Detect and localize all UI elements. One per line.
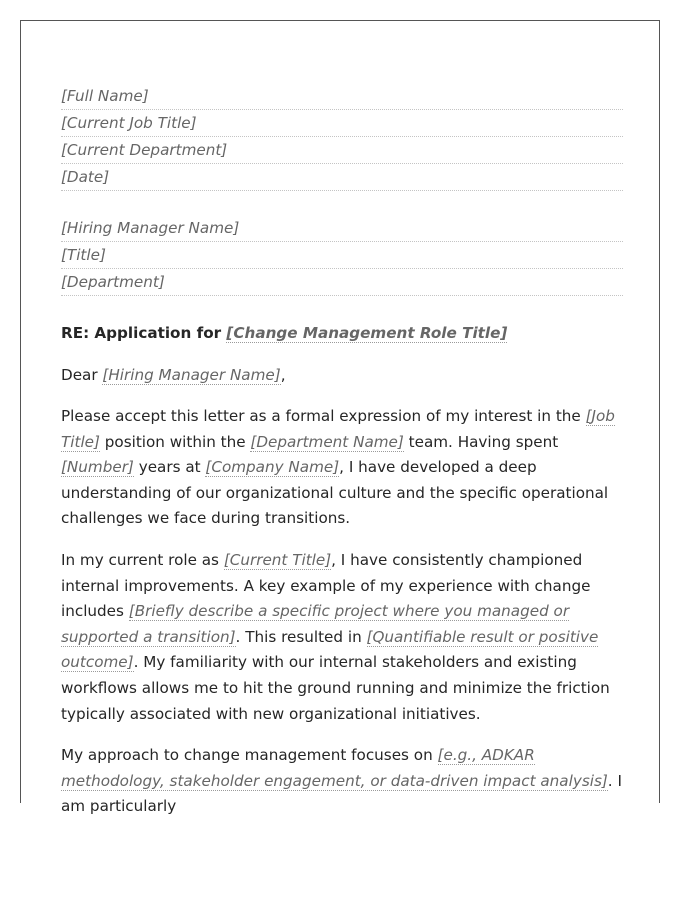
paragraph-text: , I have developed a deep understanding of our organizational culture and the specific operational challenges we face during transitions. [61, 458, 609, 528]
company-name-placeholder[interactable]: [Company Name] [205, 458, 340, 477]
paragraph-text: . My familiarity with our internal stakeholders and existing workflows allows me to hit the ground running and minimize the friction typically associated with new organizational initiatives. [61, 653, 610, 723]
recipient-block [61, 215, 623, 296]
paragraph-text: team. Having spent [403, 432, 559, 451]
department-name-placeholder[interactable]: [Department Name] [250, 432, 404, 451]
current-title-placeholder[interactable]: [Current Title] [223, 550, 332, 569]
paragraph-text: . I am particularly [61, 771, 622, 816]
paragraph-experience [61, 548, 623, 727]
salutation [61, 362, 623, 388]
recipient-title-field[interactable]: [Title] [61, 242, 623, 269]
paragraph-text: In my current role as [61, 550, 224, 569]
project-description-placeholder[interactable]: [Briefly describe a specific project where you managed or supported a transition] [61, 602, 570, 646]
salutation-name-placeholder[interactable]: [Hiring Manager Name] [102, 366, 281, 384]
paragraph-text: . This resulted in [235, 627, 367, 646]
hiring-manager-name-field[interactable]: [Hiring Manager Name] [61, 215, 623, 242]
paragraph-text: Please accept this letter as a formal expression of my interest in the [61, 407, 586, 425]
paragraph-text: years at [133, 458, 206, 477]
quantifiable-result-placeholder[interactable]: [Quantifiable result or positive outcome] [61, 627, 599, 672]
methodology-placeholder[interactable]: [e.g., ADKAR methodology, stakeholder engagement, or data-driven impact analysis] [61, 746, 608, 790]
subject-line [61, 320, 623, 346]
department-field[interactable]: [Current Department] [61, 137, 623, 164]
recipient-department-field[interactable]: [Department] [61, 269, 623, 296]
paragraph-text: , I have consistently championed internal improvements. A key example of my experience with change includes [61, 550, 591, 621]
job-title-placeholder[interactable]: [Job Title] [61, 407, 615, 451]
sender-block [61, 83, 623, 191]
full-name-field[interactable]: [Full Name] [61, 83, 623, 110]
date-field[interactable]: [Date] [61, 164, 623, 191]
letter-body [61, 83, 623, 820]
paragraph-text: position within the [99, 432, 251, 451]
document-page [20, 20, 660, 816]
subject-prefix: RE: Application for [61, 324, 227, 342]
number-placeholder[interactable]: [Number] [61, 458, 134, 477]
job-title-field[interactable]: [Current Job Title] [61, 110, 623, 137]
salutation-prefix: Dear [61, 366, 103, 384]
block-spacer [61, 191, 623, 215]
paragraph-approach [61, 743, 623, 820]
paragraph-interest [61, 404, 623, 532]
paragraph-text: My approach to change management focuses on [61, 746, 438, 765]
role-title-placeholder[interactable]: [Change Management Role Title] [226, 324, 508, 342]
salutation-suffix: , [280, 366, 286, 384]
